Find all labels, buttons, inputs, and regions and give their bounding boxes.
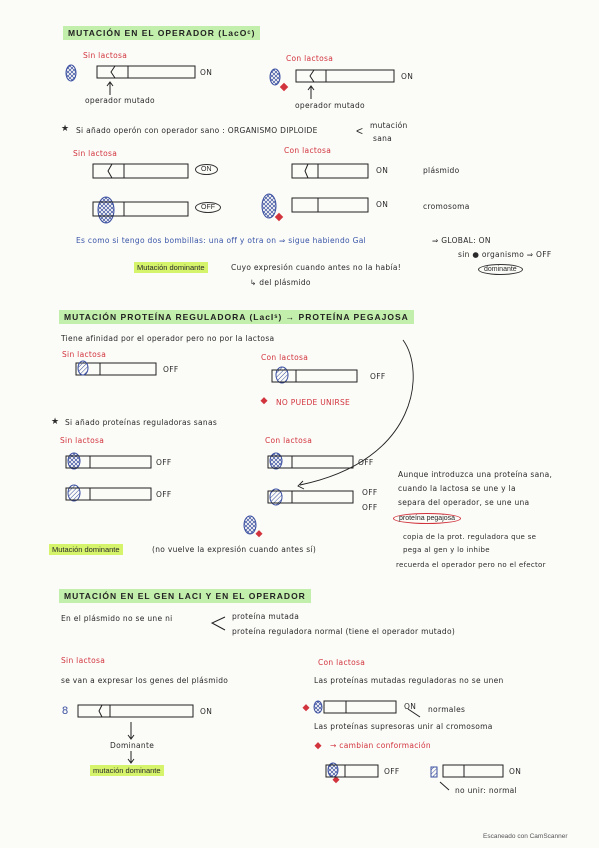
label-operador-mutado: operador mutado	[85, 96, 155, 105]
repressor-icon	[270, 453, 282, 469]
label-sin-lactosa: Sin lactosa	[61, 656, 106, 665]
label-sin-lactosa: Sin lactosa	[62, 350, 107, 359]
inducer-diamond	[260, 397, 267, 404]
repressor-small	[431, 767, 437, 777]
repressor-icon	[68, 453, 80, 469]
inducer-diamond	[314, 742, 321, 749]
inducer-diamond	[280, 83, 288, 91]
repressor-icon	[98, 197, 114, 223]
state-on: ON	[200, 68, 213, 77]
gene-bar	[292, 198, 368, 212]
repressor-icon	[270, 69, 280, 85]
label-con-lactosa: Con lactosa	[286, 54, 334, 63]
state-on-circled: ON	[195, 164, 218, 175]
repressor-icon	[244, 516, 256, 534]
state-on: ON	[404, 702, 417, 711]
note-del-plasmido: ↳ del plásmido	[250, 278, 311, 287]
label-sana: sana	[373, 134, 393, 143]
repressor-icon	[262, 194, 276, 218]
arrow-up	[308, 86, 314, 99]
state-off: OFF	[362, 488, 378, 497]
repressor-icon	[78, 361, 88, 375]
state-off: OFF	[156, 490, 172, 499]
note-sin-organismo: sin ● organismo ⇒ OFF	[458, 250, 552, 259]
note-cuyo-expresion: Cuyo expresión cuando antes no la había!	[231, 263, 402, 272]
label-con-lactosa: Con lactosa	[265, 436, 313, 445]
note-separa: separa del operador, se une una	[398, 498, 530, 507]
repressor-icon	[66, 65, 76, 81]
inducer-diamond	[255, 530, 262, 537]
note-si-anado: Si añado proteínas reguladoras sanas	[65, 418, 218, 427]
note-las-proteinas: Las proteínas mutadas reguladoras no se unen	[314, 676, 504, 685]
inducer-diamond	[302, 704, 309, 711]
state-off: OFF	[156, 458, 172, 467]
inducer-diamond	[275, 213, 283, 221]
arrow-down	[128, 751, 134, 763]
note-proteina-mutada: proteína mutada	[232, 612, 300, 621]
section-3-title: MUTACIÓN EN EL GEN LACI Y EN EL OPERADOR	[59, 589, 311, 603]
label-dominante-circled: dominante	[478, 264, 523, 275]
state-on: ON	[376, 200, 389, 209]
label-normales: normales	[428, 705, 466, 714]
scanner-watermark: Escaneado con CamScanner	[483, 833, 568, 840]
state-on: ON	[200, 707, 213, 716]
label-proteina-pegajosa: proteína pegajosa	[393, 513, 461, 524]
star-bullet: ★	[51, 416, 60, 426]
arrow-down	[128, 722, 134, 739]
state-off: OFF	[163, 365, 179, 374]
bracket-left	[212, 617, 225, 630]
note-bombillas: Es como si tengo dos bombillas: una off y otra on ⇒ sigue habiendo Gal	[76, 236, 366, 245]
gene-bar	[97, 66, 195, 78]
label-mutacion: mutación	[370, 121, 408, 130]
gene-bar	[93, 164, 188, 178]
note-en-el-plasmido: En el plásmido no se une ni	[61, 614, 173, 623]
note-no-unir: no unir: normal	[455, 786, 517, 795]
note-copia: copia de la prot. reguladora que se	[403, 533, 537, 541]
section-2-title: MUTACIÓN PROTEÍNA REGULADORA (LacIˢ) → PROTEÍNA PEGAJOSA	[59, 310, 414, 324]
bracket-less-than: <	[356, 124, 364, 138]
arrow	[440, 782, 449, 790]
highlight-mutacion-dominante: Mutación dominante	[134, 262, 208, 273]
gene-bar	[324, 701, 396, 713]
repressor-icon	[276, 367, 288, 383]
arrow-up	[107, 82, 113, 95]
note-cambian: → cambian conformación	[330, 741, 431, 750]
gene-bar	[296, 70, 394, 82]
label-con-lactosa: Con lactosa	[284, 146, 332, 155]
label-operador-mutado: operador mutado	[295, 101, 365, 110]
label-con-lactosa: Con lactosa	[318, 658, 366, 667]
note-recuerda: recuerda el operador pero no el efector	[396, 561, 546, 569]
note-diploide: Si añado operón con operador sano : ORGANISMO DIPLOIDE	[76, 126, 318, 135]
state-on: ON	[376, 166, 389, 175]
label-con-lactosa: Con lactosa	[261, 353, 309, 362]
label-cromosoma: cromosoma	[423, 202, 470, 211]
repressor-small: 8	[62, 705, 69, 717]
section-1-title: MUTACIÓN EN EL OPERADOR (LacOᶜ)	[63, 26, 260, 40]
note-las-proteinas-2: Las proteínas supresoras unir al cromosoma	[314, 722, 493, 731]
state-off: OFF	[384, 767, 400, 776]
state-off-circled: OFF	[195, 202, 221, 213]
star-bullet: ★	[61, 123, 70, 133]
state-off: OFF	[370, 372, 386, 381]
note-pega: pega al gen y lo inhibe	[403, 546, 490, 554]
gene-bar	[78, 705, 193, 717]
gene-bar	[443, 765, 503, 777]
gene-bar	[292, 164, 368, 178]
note-global-on: ⇒ GLOBAL: ON	[432, 236, 491, 245]
highlight-mutacion-dominante: mutación dominante	[90, 765, 164, 776]
state-off: OFF	[358, 458, 374, 467]
state-off: OFF	[362, 503, 378, 512]
note-aunque: Aunque introduzca una proteína sana,	[398, 470, 553, 479]
note-proteina-reguladora: proteína reguladora normal (tiene el operador mutado)	[232, 627, 456, 636]
note-afinidad: Tiene afinidad por el operador pero no por la lactosa	[61, 334, 275, 343]
note-se-van: se van a expresar los genes del plásmido	[61, 676, 229, 685]
state-on: ON	[401, 72, 414, 81]
label-dominante: Dominante	[110, 741, 155, 750]
curved-arrow	[300, 340, 413, 485]
repressor-icon	[68, 485, 80, 501]
note-no-vuelve: (no vuelve la expresión cuando antes sí)	[152, 545, 317, 554]
repressor-icon	[314, 701, 322, 713]
state-on: ON	[509, 767, 522, 776]
label-sin-lactosa: Sin lactosa	[83, 51, 128, 60]
label-sin-lactosa: Sin lactosa	[60, 436, 105, 445]
label-sin-lactosa: Sin lactosa	[73, 149, 118, 158]
note-no-puede-unirse: NO PUEDE UNIRSE	[276, 398, 351, 407]
note-cuando-la: cuando la lactosa se une y la	[398, 484, 516, 493]
highlight-mutacion-dominante: Mutación dominante	[49, 544, 123, 555]
label-plasmido: plásmido	[423, 166, 460, 175]
